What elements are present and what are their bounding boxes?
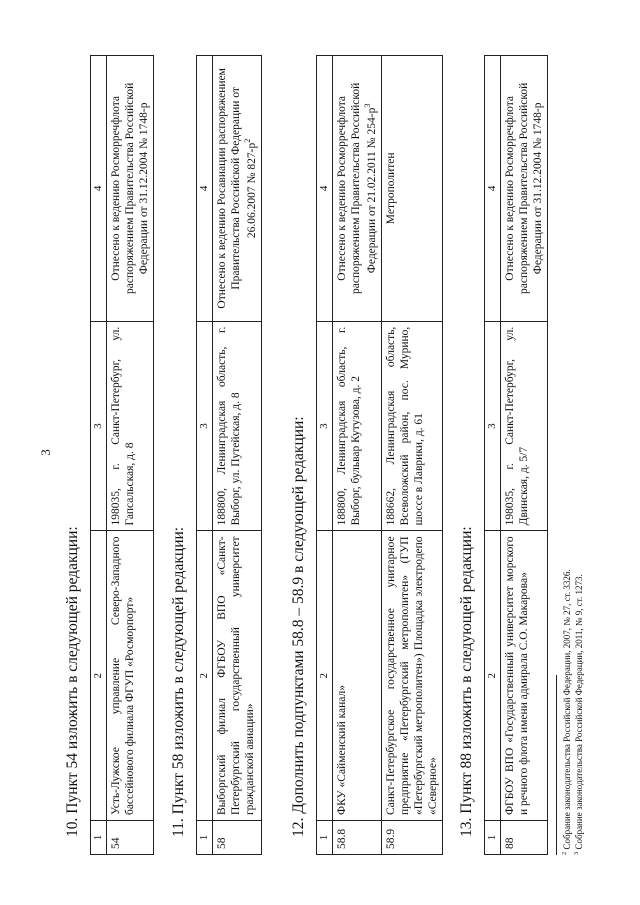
jurisdiction-note: Отнесено к ведению Росморречфлота распоряжением Правительства Российской Федерации от 31.12.2004 № 1748-р [501, 56, 548, 322]
column-number-3: 3 [485, 321, 501, 531]
footnote-text: Собрание законодательства Российской Федерации, 2011, № 9, ст. 1273. [573, 574, 584, 850]
jurisdiction-note [213, 56, 262, 322]
column-number-3: 3 [91, 321, 107, 531]
jurisdiction-note: Отнесено к ведению Росморречфлота распоряжением Правительства Российской Федерации от 31.12.2004 № 1748-р [107, 56, 154, 322]
column-number-1: 1 [91, 821, 107, 855]
section-heading: 12. Дополнить подпунктами 58.8 – 58.9 в следующей редакции: [290, 416, 307, 837]
section-heading: 10. Пункт 54 изложить в следующей редакции: [64, 526, 81, 837]
jurisdiction-note-text: Отнесено к ведению Росавиации распоряжением Правительства Российской Федерации от 26.06.2007 № 827-р [216, 68, 259, 309]
table-row [501, 56, 548, 855]
footnote-divider [556, 675, 557, 855]
footnote-ref: 2 [243, 138, 253, 143]
column-number-2: 2 [91, 531, 107, 821]
table-header-row [91, 56, 107, 855]
table-row [382, 56, 443, 855]
section-item-11 [170, 0, 262, 905]
page-number: 3 [38, 449, 53, 456]
row-number: 88 [501, 821, 548, 855]
organization-address: 188800, Ленинградская область, г. Выборг, ул. Путейская, д. 8 [213, 321, 262, 531]
column-number-1: 1 [197, 821, 213, 855]
amendment-table [484, 55, 548, 855]
footnote-ref: 3 [363, 103, 373, 108]
row-number: 58.8 [333, 821, 382, 855]
table-header-row [485, 56, 501, 855]
jurisdiction-note [333, 56, 382, 322]
section-items-58-8-58-9 [290, 0, 443, 905]
column-number-2: 2 [485, 531, 501, 821]
section-heading: 11. Пункт 58 изложить в следующей редакции: [170, 526, 187, 837]
table-header-row [197, 56, 213, 855]
organization-name: ФКУ «Сайменский канал» [333, 531, 382, 821]
table-row [333, 56, 382, 855]
column-number-4: 4 [197, 56, 213, 322]
footnote-mark: 2 [561, 851, 568, 855]
row-number: 54 [107, 821, 154, 855]
jurisdiction-note: Метрополитен [382, 56, 443, 322]
column-number-4: 4 [485, 56, 501, 322]
table-row [107, 56, 154, 855]
table-row [213, 56, 262, 855]
footnote [573, 0, 585, 905]
column-number-3: 3 [317, 321, 333, 531]
column-number-4: 4 [91, 56, 107, 322]
footnote [561, 0, 573, 905]
row-number: 58.9 [382, 821, 443, 855]
organization-address: 198035, г. Санкт-Петербург, ул. Двинская, д. 5/7 [501, 321, 548, 531]
jurisdiction-note-text: Отнесено к ведению Росморречфлота распоряжением Правительства Российской Федерации от 21.02.2011 № 254-р [336, 82, 379, 294]
column-number-4: 4 [317, 56, 333, 322]
amendment-table [90, 55, 154, 855]
column-number-2: 2 [317, 531, 333, 821]
organization-address: 188662, Ленинградская область, Всеволожский район, пос. Мурино, шоссе в Лаврики, д. 61 [382, 321, 443, 531]
column-number-1: 1 [317, 821, 333, 855]
organization-name: Усть-Лужское управление Северо-Западного бассейнового филиала ФГУП «Росморпорт» [107, 531, 154, 821]
organization-name: ФГБОУ ВПО «Государственный университет морского и речного флота имени адмирала С.О. Макарова» [501, 531, 548, 821]
footnotes [556, 0, 585, 905]
column-number-2: 2 [197, 531, 213, 821]
column-number-1: 1 [485, 821, 501, 855]
table-header-row [317, 56, 333, 855]
section-item-10 [64, 0, 154, 905]
section-item-13 [458, 0, 548, 905]
organization-address: 198035, г. Санкт-Петербург, ул. Гапсальская, д. 8 [107, 321, 154, 531]
footnote-text: Собрание законодательства Российской Федерации, 2007, № 27, ст. 3326. [562, 569, 572, 850]
row-number: 58 [213, 821, 262, 855]
footnote-mark: 3 [572, 851, 580, 855]
organization-name: Санкт-Петербургское государственное унитарное предприятие «Петербургский метрополитен» (ГУП «Петербургский метрополитен») Площадка электродепо «Северное» [382, 531, 443, 821]
amendment-table [196, 55, 262, 855]
column-number-3: 3 [197, 321, 213, 531]
organization-address: 188800, Ленинградская область, г. Выборг, бульвар Кутузова, д. 2 [333, 321, 382, 531]
amendment-table [316, 55, 443, 855]
organization-name: Выборгский филиал ФГБОУ ВПО «Санкт-Петербургский государственный университет гражданской авиации» [213, 531, 262, 821]
section-heading: 13. Пункт 88 изложить в следующей редакции: [458, 526, 475, 837]
